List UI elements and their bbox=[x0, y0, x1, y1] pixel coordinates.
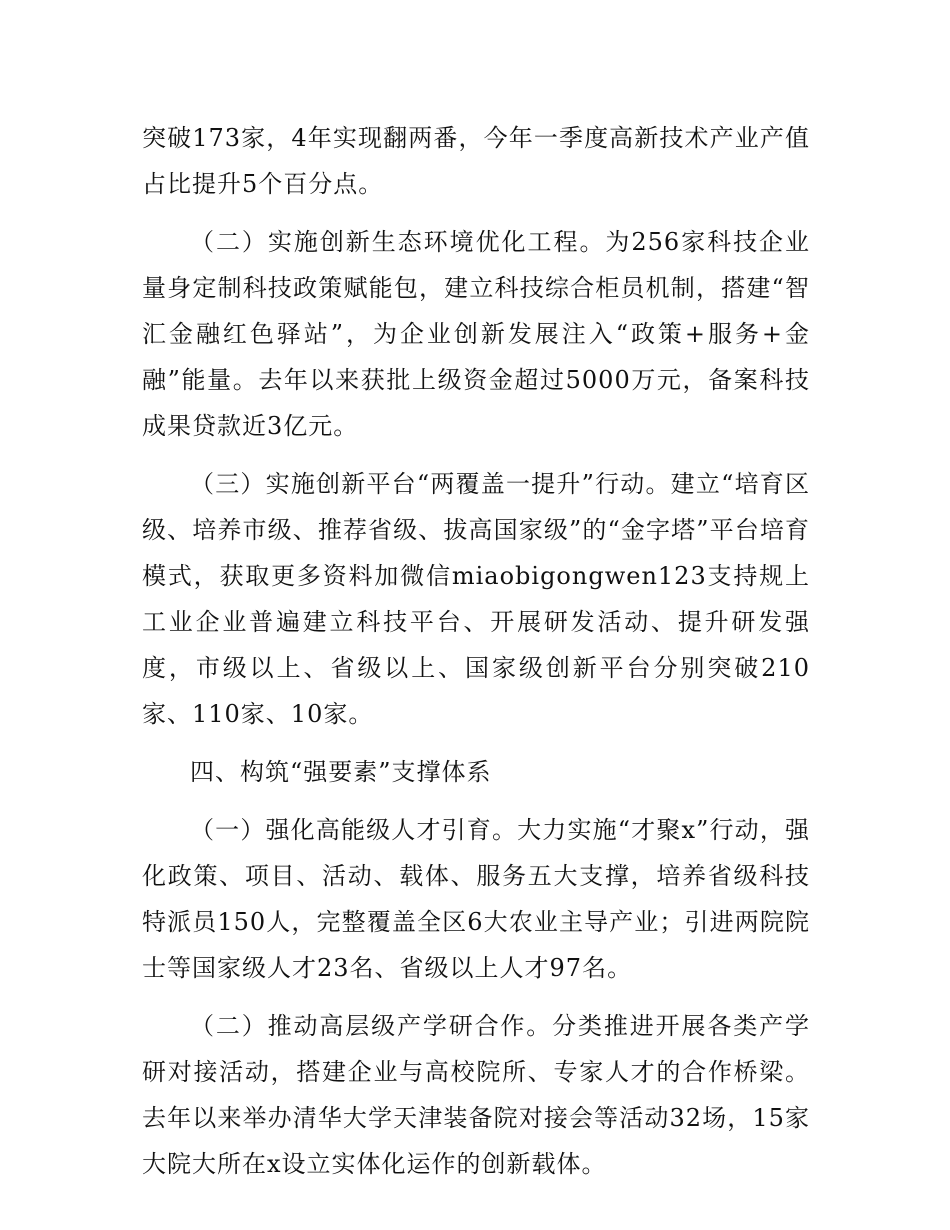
paragraph-talent: （一）强化高能级人才引育。大力实施“才聚x”行动，强化政策、项目、活动、载体、服务五大支撑，培养省级科技特派员150人，完整覆盖全区6大农业主导产业；引进两院院士等国家级人才23名、省级以上人才97名。 bbox=[142, 816, 810, 982]
document-body bbox=[142, 115, 810, 1187]
paragraph-platform-action: （三）实施创新平台“两覆盖一提升”行动。建立“培育区级、培养市级、推荐省级、拔高国家级”的“金字塔”平台培育模式，获取更多资料加微信miaobigongwen123支持规上工业企业普遍建立科技平台、开展研发活动、提升研发强度，市级以上、省级以上、国家级创新平台分别突破210家、110家、10家。 bbox=[142, 470, 810, 728]
paragraph-ecosystem-project: （二）实施创新生态环境优化工程。为256家科技企业量身定制科技政策赋能包，建立科技综合柜员机制，搭建“智汇金融红色驿站”，为企业创新发展注入“政策+服务+金融”能量。去年以来获批上级资金超过5000万元，备案科技成果贷款近3亿元。 bbox=[142, 228, 810, 440]
paragraph-industry-academia: （二）推动高层级产学研合作。分类推进开展各类产学研对接活动，搭建企业与高校院所、专家人才的合作桥梁。去年以来举办清华大学天津装备院对接会等活动32场，15家大院大所在x设立实体化运作的创新载体。 bbox=[142, 1012, 810, 1178]
section-heading: 四、构筑“强要素”支撑体系 bbox=[190, 758, 492, 786]
paragraph-continuation: 突破173家，4年实现翻两番，今年一季度高新技术产业产值占比提升5个百分点。 bbox=[142, 124, 810, 198]
